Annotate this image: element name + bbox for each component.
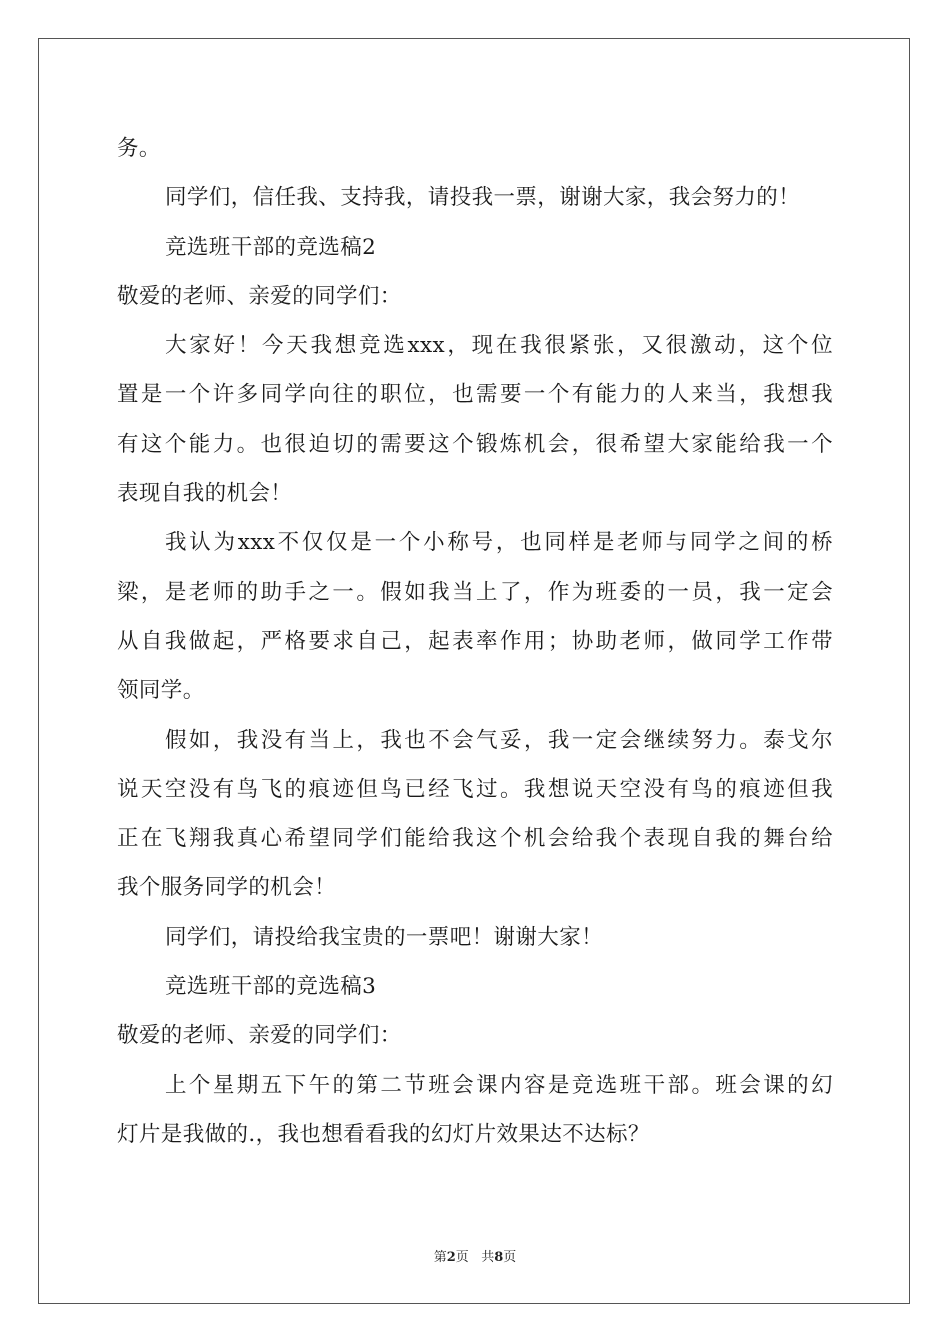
- text-line: 上个星期五下午的第二节班会课内容是竞选班干部。班会课的幻: [165, 1072, 833, 1098]
- text-line: 从自我做起，严格要求自己，起表率作用；协助老师，做同学工作带: [117, 628, 833, 654]
- current-page-number: 2: [446, 1250, 456, 1265]
- footer-total-suffix: 页: [503, 1250, 517, 1265]
- text-line: 务。: [117, 136, 161, 161]
- text-line: 领同学。: [117, 678, 205, 704]
- salutation: 敬爱的老师、亲爱的同学们：: [117, 283, 402, 309]
- text-line: 置是一个许多同学向往的职位，也需要一个有能力的人来当，我想我: [117, 382, 833, 408]
- total-pages-number: 8: [494, 1250, 504, 1265]
- text-line: 正在飞翔我真心希望同学们能给我这个机会给我个表现自我的舞台给: [117, 826, 833, 852]
- text-line: 同学们，信任我、支持我，请投我一票，谢谢大家，我会努力的！: [165, 185, 801, 211]
- text-line: 我认为xxx不仅仅是一个小称号，也同样是老师与同学之间的桥: [165, 530, 833, 556]
- footer-page-suffix: 页: [455, 1250, 469, 1265]
- text-line: 梁，是老师的助手之一。假如我当上了，作为班委的一员，我一定会: [117, 579, 833, 605]
- text-line: 我个服务同学的机会！: [117, 875, 337, 901]
- salutation: 敬爱的老师、亲爱的同学们：: [117, 1023, 402, 1049]
- section-heading: 竞选班干部的竞选稿2: [165, 234, 377, 260]
- section-heading: 竞选班干部的竞选稿3: [165, 974, 377, 1000]
- text-line: 有这个能力。也很迫切的需要这个锻炼机会，很希望大家能给我一个: [117, 431, 833, 457]
- page-footer: [0, 1246, 950, 1265]
- text-line: 说天空没有鸟飞的痕迹但鸟已经飞过。我想说天空没有鸟的痕迹但我: [117, 776, 833, 802]
- document-body: [117, 124, 833, 1159]
- footer-prefix: 第: [433, 1250, 447, 1265]
- text-line: 大家好！今天我想竞选xxx，现在我很紧张，又很激动，这个位: [165, 333, 833, 359]
- text-line: 灯片是我做的.，我也想看看我的幻灯片效果达不达标？: [117, 1121, 650, 1147]
- text-line: 假如，我没有当上，我也不会气妥，我一定会继续努力。泰戈尔: [165, 727, 833, 753]
- footer-total-prefix: 共: [481, 1250, 495, 1265]
- text-line: 表现自我的机会！: [117, 481, 293, 507]
- text-line: 同学们，请投给我宝贵的一票吧！谢谢大家！: [165, 924, 604, 950]
